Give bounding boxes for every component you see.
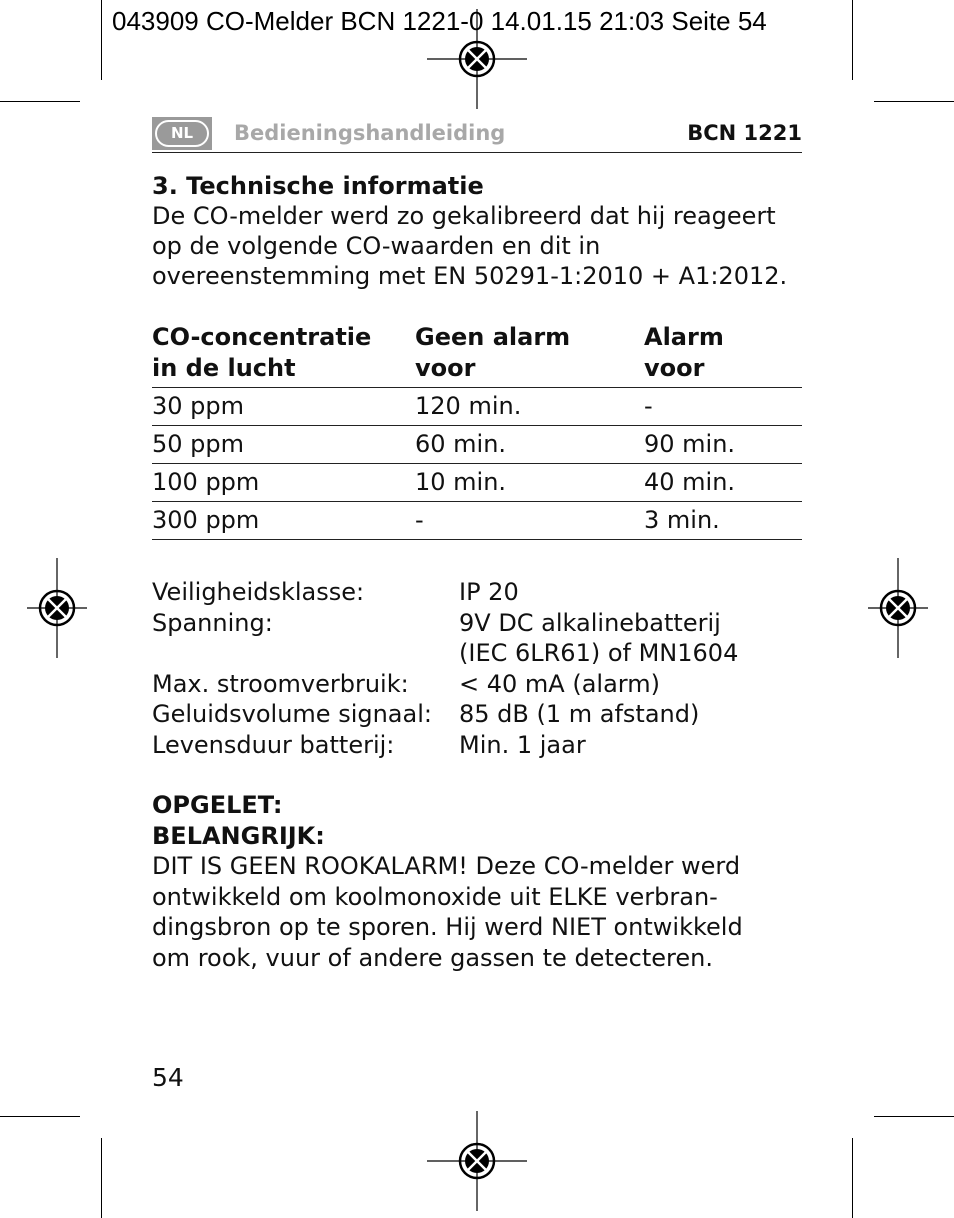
spec-value: 85 dB (1 m afstand) bbox=[459, 700, 700, 728]
language-badge bbox=[152, 117, 212, 150]
table-cell: 100 ppm bbox=[152, 464, 415, 502]
table-cell: 30 ppm bbox=[152, 388, 415, 426]
spec-row bbox=[152, 669, 802, 700]
specifications-list bbox=[152, 577, 802, 760]
column-header-line: Geen alarm bbox=[415, 323, 571, 351]
spec-value: 9V DC alkalinebatterij (IEC 6LR61) of MN1604 bbox=[459, 608, 739, 667]
crop-mark-bottom-left-vertical bbox=[101, 1138, 102, 1218]
intro-paragraph: De CO-melder werd zo gekalibreerd dat hij reageert op de volgende CO-waarden en dit in overeenstemming met EN 50291-1:2010 + A1:2012. bbox=[152, 202, 788, 290]
crop-mark-bottom-left-horizontal bbox=[0, 1116, 80, 1117]
spec-row bbox=[152, 608, 802, 669]
spec-label: Levensduur batterij: bbox=[152, 730, 395, 759]
table-cell: 10 min. bbox=[415, 464, 644, 502]
column-header-no-alarm bbox=[415, 322, 644, 388]
table-row bbox=[152, 464, 802, 502]
table-cell: 60 min. bbox=[415, 426, 644, 464]
crop-mark-top-right-vertical bbox=[852, 0, 853, 80]
spec-row bbox=[152, 730, 802, 761]
spec-label: Veiligheidsklasse: bbox=[152, 578, 365, 606]
spec-label: Max. stroomverbruik: bbox=[152, 669, 409, 698]
crop-mark-bottom-right-horizontal bbox=[874, 1116, 954, 1117]
spec-row bbox=[152, 699, 802, 730]
registration-mark-top-icon bbox=[427, 9, 527, 109]
table-cell: - bbox=[415, 502, 644, 540]
column-header-line: voor bbox=[644, 354, 705, 382]
table-cell: 300 ppm bbox=[152, 502, 415, 540]
column-header-line: CO-concentratie bbox=[152, 323, 372, 351]
spec-value: Min. 1 jaar bbox=[459, 730, 586, 759]
table-cell: 120 min. bbox=[415, 388, 644, 426]
model-number: BCN 1221 bbox=[687, 121, 802, 145]
registration-mark-left-icon bbox=[7, 558, 107, 658]
co-concentration-table bbox=[152, 322, 802, 540]
table-cell: 90 min. bbox=[644, 426, 802, 464]
column-header-line: voor bbox=[415, 354, 476, 382]
table-row bbox=[152, 426, 802, 464]
column-header-line: in de lucht bbox=[152, 354, 296, 382]
table-cell: 3 min. bbox=[644, 502, 802, 540]
spec-value: < 40 mA (alarm) bbox=[459, 669, 660, 698]
table-cell: - bbox=[644, 388, 802, 426]
spec-value: IP 20 bbox=[459, 578, 519, 606]
spec-label: Geluidsvolume signaal: bbox=[152, 700, 432, 728]
language-code: NL bbox=[155, 120, 209, 147]
manual-title: Bedieningshandleiding bbox=[234, 121, 506, 145]
table-cell: 40 min. bbox=[644, 464, 802, 502]
registration-mark-bottom-icon bbox=[427, 1111, 527, 1211]
warning-heading bbox=[152, 790, 802, 852]
crop-mark-top-left-vertical bbox=[101, 0, 102, 80]
table-row bbox=[152, 502, 802, 540]
table-row bbox=[152, 388, 802, 426]
registration-mark-right-icon bbox=[848, 558, 948, 658]
spec-label: Spanning: bbox=[152, 608, 273, 637]
table-header-row bbox=[152, 322, 802, 388]
running-header bbox=[152, 116, 802, 153]
crop-mark-top-left-horizontal bbox=[0, 101, 80, 102]
page-number: 54 bbox=[152, 1063, 184, 1092]
crop-mark-bottom-right-vertical bbox=[852, 1138, 853, 1218]
section-title: 3. Technische informatie bbox=[152, 172, 484, 200]
column-header-concentration bbox=[152, 322, 415, 388]
warning-heading-line: BELANGRIJK: bbox=[152, 822, 325, 850]
warning-heading-line: OPGELET: bbox=[152, 791, 283, 819]
warning-text: DIT IS GEEN ROOKALARM! Deze CO-melder werd ontwikkeld om koolmonoxide uit ELKE verbran- dingsbron op te sporen. Hij werd NIET ontwikkeld om rook, vuur of andere gassen te detecteren. bbox=[152, 852, 743, 972]
print-slug-line: 043909 CO-Melder BCN 1221-0 14.01.15 21:03 Seite 54 bbox=[112, 6, 767, 36]
spec-row bbox=[152, 577, 802, 608]
column-header-alarm bbox=[644, 322, 802, 388]
crop-mark-top-right-horizontal bbox=[874, 101, 954, 102]
table-cell: 50 ppm bbox=[152, 426, 415, 464]
column-header-line: Alarm bbox=[644, 323, 724, 351]
